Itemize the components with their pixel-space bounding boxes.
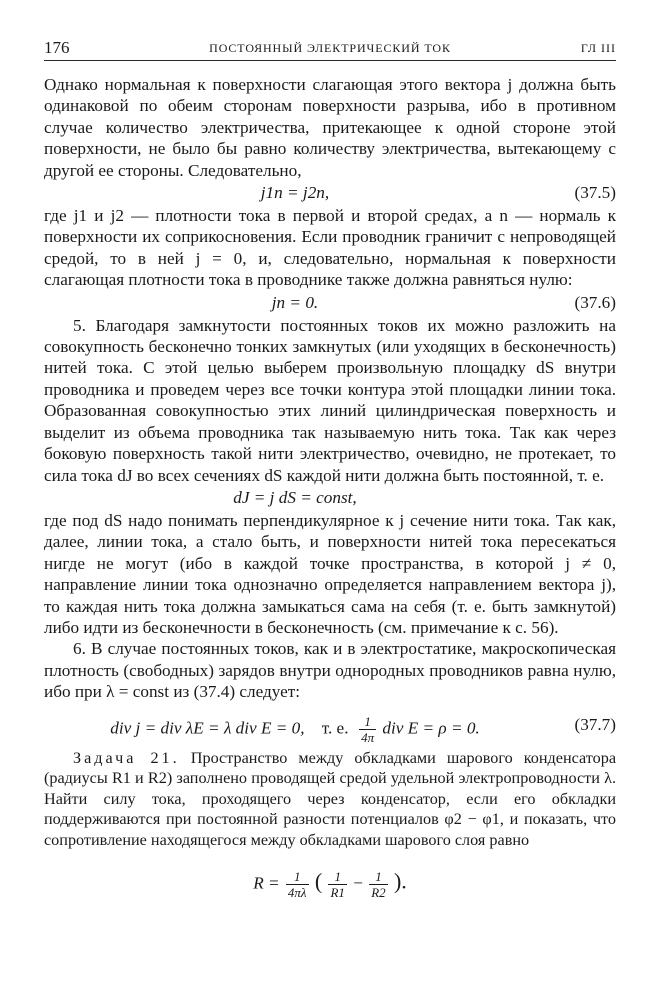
page-header bbox=[44, 38, 616, 61]
paragraph-4: где под dS надо понимать перпендикулярное к j сечение нити тока. Так как, далее, линии тока, а стало быть, и поверхности нитей тока пересекаться нигде не могут (ибо в каждой точке пространства, в которой j ≠ 0, направление линии тока однозначно определяется направлением вектора j), то каждая нить тока должна замыкаться сама на себя (т. е. быть замкнутой) либо идти из бесконечности в бесконечность (см. примечание к с. 56). bbox=[44, 510, 616, 637]
equation-37-5-number: (37.5) bbox=[574, 183, 616, 203]
minus-sign: − bbox=[353, 872, 363, 892]
fraction-numerator: 1 bbox=[286, 869, 309, 885]
page-body bbox=[44, 74, 616, 905]
task-text: Пространство между обкладками шарового конденсатора (радиусы R1 и R2) заполнено проводящей средой удельной электропроводности λ. Найти силу тока, проходящего через конденсатор, если его обкладки поддерживаются при постоянной разности потенциалов φ2 − φ1, и показать, что сопротивление находящегося между обкладками шарового слоя равно bbox=[44, 748, 617, 849]
fraction-denominator: R2 bbox=[371, 884, 386, 900]
equation-37-7-left: div j = div λE = λ div E = 0, bbox=[110, 718, 305, 738]
paragraph-5: 6. В случае постоянных токов, как и в электростатике, макроскопическая плотность (свободных) зарядов внутри однородных проводников равна нулю, ибо при λ = const из (37.4) следует: bbox=[44, 639, 616, 702]
fraction-denominator: 4π bbox=[361, 729, 375, 745]
equation-37-5 bbox=[44, 182, 616, 204]
fraction-numerator: 1 bbox=[328, 869, 346, 885]
equation-37-7-fraction bbox=[359, 714, 376, 745]
close-paren: ). bbox=[393, 867, 407, 893]
equation-dJ-expr: dJ = j dS = const, bbox=[233, 487, 357, 507]
open-paren: ( bbox=[314, 867, 323, 893]
running-title: ПОСТОЯННЫЙ ЭЛЕКТРИЧЕСКИЙ ТОК bbox=[209, 41, 451, 55]
equation-37-6-expr: jn = 0. bbox=[271, 292, 319, 312]
page-number: 176 bbox=[44, 38, 70, 57]
inverse-r2 bbox=[369, 869, 387, 900]
chapter-label: ГЛ III bbox=[580, 41, 616, 55]
fraction-denominator: 4πλ bbox=[287, 884, 307, 900]
paragraph-2: где j1 и j2 — плотности тока в первой и второй средах, а n — нормаль к поверхности их соприкосновения. Если проводник граничит с непроводящей средой, то в ней j = 0, и, следовательно, нормальная к поверхности слагающая плотности тока в проводнике также должна равняться нулю: bbox=[44, 206, 616, 290]
fraction-denominator: R1 bbox=[330, 884, 345, 900]
inverse-r1 bbox=[328, 869, 346, 900]
fraction-numerator: 1 bbox=[369, 869, 387, 885]
book-page bbox=[44, 0, 616, 1000]
paragraph-3: 5. Благодаря замкнутости постоянных токов их можно разложить на совокупность бесконечно тонких замкнутых (или уходящих в бесконечность) нитей тока. С этой целью выберем произвольную площадку dS внутри проводника и проведем через все точки контура этой площадки линии тока. Образованная совокупностью этих линий цилиндрическая поверхность и выделит из объема проводника так называемую нить тока. Так как через боковую поверхность такой нити электричество, очевидно, не протекает, то сила тока dJ во всех сечениях dS каждой нити должна быть постоянной, т. е. bbox=[44, 315, 616, 485]
equation-37-7-expr bbox=[44, 714, 546, 745]
equation-37-6 bbox=[44, 292, 616, 314]
task-label: Задача 21. bbox=[73, 748, 180, 767]
equation-resistance-expr bbox=[44, 869, 616, 900]
equation-37-7-right: div E = ρ = 0. bbox=[382, 718, 480, 738]
resistance-factor bbox=[286, 869, 309, 900]
paragraph-1: Однако нормальная к поверхности слагающая этого вектора j должна быть одинаковой по обеим сторонам поверхности разрыва, ибо в противном случае количество электричества, притекающее к одной стороне этой поверхности, не было бы равно количеству электричества, вытекающему с другой ее стороны. Следовательно, bbox=[44, 75, 616, 180]
equation-dJ bbox=[44, 487, 616, 509]
resistance-lhs: R = bbox=[253, 872, 280, 892]
fraction-numerator: 1 bbox=[359, 714, 376, 730]
equation-37-7-number: (37.7) bbox=[574, 714, 616, 734]
equation-37-7 bbox=[44, 705, 616, 745]
equation-resistance bbox=[44, 855, 616, 905]
task-21 bbox=[44, 748, 616, 851]
equation-37-7-mid: т. е. bbox=[321, 718, 349, 738]
equation-37-6-number: (37.6) bbox=[574, 292, 616, 312]
equation-37-5-expr: j1n = j2n, bbox=[260, 183, 330, 203]
